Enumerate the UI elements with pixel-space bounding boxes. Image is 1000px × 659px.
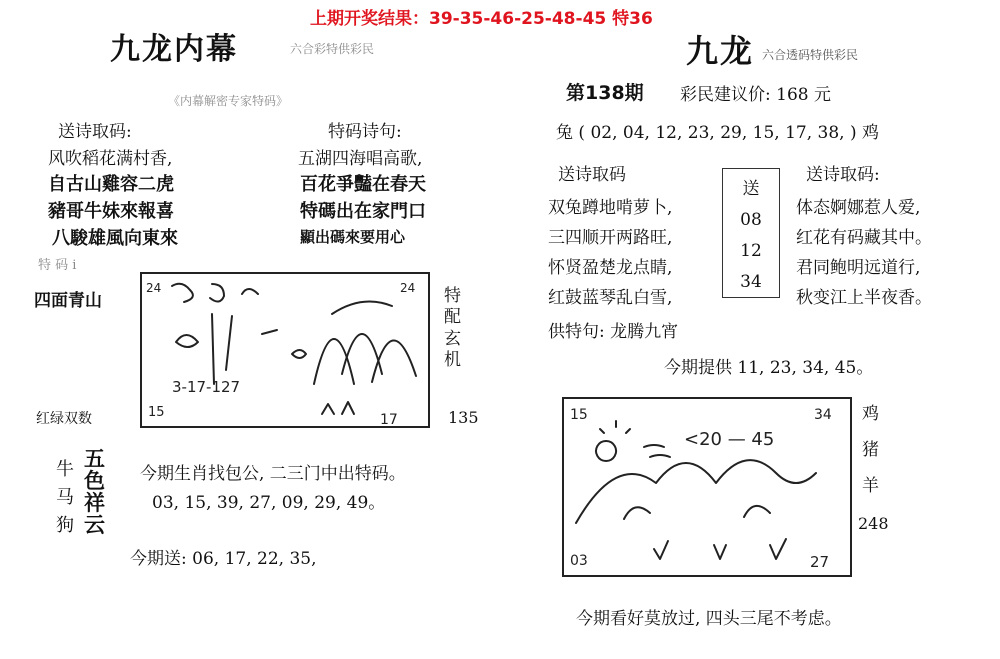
left-sijian: 四面青山 xyxy=(34,291,102,311)
provide-numbers-line: 今期提供 11, 23, 34, 45。 xyxy=(664,358,874,378)
left-poem-line-2: 自古山雞容二虎 xyxy=(48,174,174,195)
left-sketch-label-br: 17 xyxy=(380,412,398,426)
right-send-box-num-1: 08 xyxy=(740,210,762,231)
right-send-box-label: 送 xyxy=(742,179,760,200)
left-poem-line-4: 八駿雄風向東來 xyxy=(52,228,178,249)
left-sketch-grass-2 xyxy=(342,402,354,414)
right-poem-left-2: 三四顺开两路旺, xyxy=(548,228,673,248)
left-animal-3: 狗 xyxy=(56,515,74,536)
right-footer: 今期看好莫放过, 四头三尾不考虑。 xyxy=(576,609,842,629)
right-poem-left-3: 怀贤盈楚龙点睛, xyxy=(548,258,673,278)
right-sketch-label-tr: 34 xyxy=(814,407,832,423)
left-sketch-stroke-1 xyxy=(212,314,214,384)
left-side-char-3: 玄 xyxy=(444,328,461,349)
left-sketch-stroke-2 xyxy=(226,316,232,370)
left-hongls: 红绿双数 xyxy=(36,411,92,427)
left-side-char-4: 机 xyxy=(444,349,461,370)
left-sketch-label-tl: 24 xyxy=(146,281,162,295)
zodiac-number-line: 兔 ( 02, 04, 12, 23, 29, 15, 17, 38, ) 鸡 xyxy=(556,123,879,143)
right-side-char-2: 猪 xyxy=(862,440,879,460)
left-tema-line-2: 百花爭豔在春天 xyxy=(300,174,426,195)
left-poem-line-3: 豬哥牛妹來報喜 xyxy=(48,201,174,222)
left-animal-1: 牛 xyxy=(56,459,74,480)
left-sketch-drawing xyxy=(142,274,428,426)
right-sketch-label-bl: 03 xyxy=(570,553,588,569)
right-sketch-grass-3 xyxy=(770,539,786,559)
right-sketch-hill-1 xyxy=(624,507,650,519)
right-side-char-3: 羊 xyxy=(862,476,879,496)
right-sketch-formula: <20 — 45 xyxy=(684,429,775,450)
right-sketch-cloud-1 xyxy=(644,445,664,447)
right-sketch-drawing xyxy=(564,399,850,575)
right-poem-heading-left: 送诗取码 xyxy=(558,165,626,185)
right-poem-left-1: 双兔蹲地啃萝卜, xyxy=(548,198,673,218)
right-sketch-label-tl: 15 xyxy=(570,407,588,423)
left-side-char-2: 配 xyxy=(444,307,461,328)
right-sketch-ray-3 xyxy=(626,429,630,433)
right-title: 九龙 xyxy=(686,32,755,70)
left-sketch-mountain-3 xyxy=(372,340,416,382)
right-poem-right-3: 君同鲍明远道行, xyxy=(796,258,921,278)
left-sketch-cloud-3 xyxy=(242,289,258,294)
left-send-line: 今期送: 06, 17, 22, 35, xyxy=(130,549,317,569)
left-poem-line-1: 风吹稻花满村香, xyxy=(48,149,173,169)
left-animal-2: 马 xyxy=(56,487,74,508)
left-title: 九龙内幕 xyxy=(110,32,238,67)
left-wuse-column xyxy=(84,448,105,536)
left-poem-heading: 送诗取码: xyxy=(58,122,132,142)
right-sketch-grass-2 xyxy=(714,545,726,559)
right-sketch-cloud-2 xyxy=(650,455,670,457)
left-side-char-1: 特 xyxy=(444,286,461,306)
left-animal-column xyxy=(56,456,74,540)
left-tema-line-1: 五湖四海唱高歌, xyxy=(298,149,423,169)
left-wuse-1: 五 xyxy=(84,447,105,471)
left-sketch-mountain-1 xyxy=(314,339,354,384)
right-sketch-hill-2 xyxy=(744,506,770,517)
left-sketch-grass-1 xyxy=(322,404,334,414)
special-phrase-line: 供特句: 龙腾九宵 xyxy=(548,322,679,342)
left-tema-line-4: 顯出碼來要用心 xyxy=(300,228,406,246)
right-poem-right-2: 红花有码藏其中。 xyxy=(796,228,932,248)
left-tema-faint: 特 码 i xyxy=(38,258,77,273)
left-sketch-cloud-4 xyxy=(332,302,392,315)
left-subtitle: 《内幕解密专家特码》 xyxy=(168,94,289,108)
right-poem-heading-right: 送诗取码: xyxy=(806,165,880,185)
left-sketch-formula: 3-17-127 xyxy=(172,378,241,396)
left-tema-heading: 特码诗句: xyxy=(328,122,402,142)
left-wuse-3: 祥 xyxy=(84,491,105,515)
right-side-number: 248 xyxy=(858,514,889,533)
right-title-subtext: 六合透码特供彩民 xyxy=(762,48,859,62)
left-wuse-4: 云 xyxy=(84,513,105,537)
right-sketch-label-br: 27 xyxy=(810,553,830,571)
suggested-price: 彩民建议价: 168 元 xyxy=(680,85,831,105)
right-poem-left-4: 红鼓蓝琴乱白雪, xyxy=(548,288,673,308)
left-sketch-circle xyxy=(292,350,306,358)
right-poem-right-4: 秋变江上半夜香。 xyxy=(796,288,932,308)
right-side-char-1: 鸡 xyxy=(862,404,879,424)
right-sketch-mountains xyxy=(576,460,816,523)
left-title-subtext: 六合彩特供彩民 xyxy=(290,42,375,56)
right-side-vertical xyxy=(862,396,879,504)
left-sketch-stroke-3 xyxy=(262,330,277,334)
right-sketch-ray-2 xyxy=(600,429,604,433)
right-sketch-sun xyxy=(596,441,616,461)
left-numbers-line: 03, 15, 39, 27, 09, 29, 49。 xyxy=(152,493,386,513)
right-poem-right-1: 体态婀娜惹人爱, xyxy=(796,198,921,218)
last-draw-result: 上期开奖结果：39-35-46-25-48-45 特36 xyxy=(310,9,653,29)
left-sketch-bird xyxy=(176,335,198,347)
left-wuse-2: 色 xyxy=(84,469,105,493)
right-send-box-num-3: 34 xyxy=(740,271,762,292)
left-side-vertical xyxy=(444,286,461,371)
right-sketch-box xyxy=(562,397,852,577)
left-sketch-cloud-2 xyxy=(210,284,224,302)
left-sketch-box xyxy=(140,272,430,428)
right-sketch-grass-1 xyxy=(654,541,668,559)
left-sketch-label-bl: 15 xyxy=(148,405,165,420)
left-side-number: 135 xyxy=(448,408,479,427)
left-sketch-label-tr: 24 xyxy=(400,281,416,295)
left-sketch-cloud-1 xyxy=(172,284,193,302)
right-send-box xyxy=(722,168,780,298)
left-shengxiao-line: 今期生肖找包公, 二三门中出特码。 xyxy=(140,464,406,484)
left-tema-line-3: 特碼出在家門口 xyxy=(300,201,426,222)
issue-number: 第138期 xyxy=(566,82,644,104)
right-send-box-num-2: 12 xyxy=(740,240,762,261)
